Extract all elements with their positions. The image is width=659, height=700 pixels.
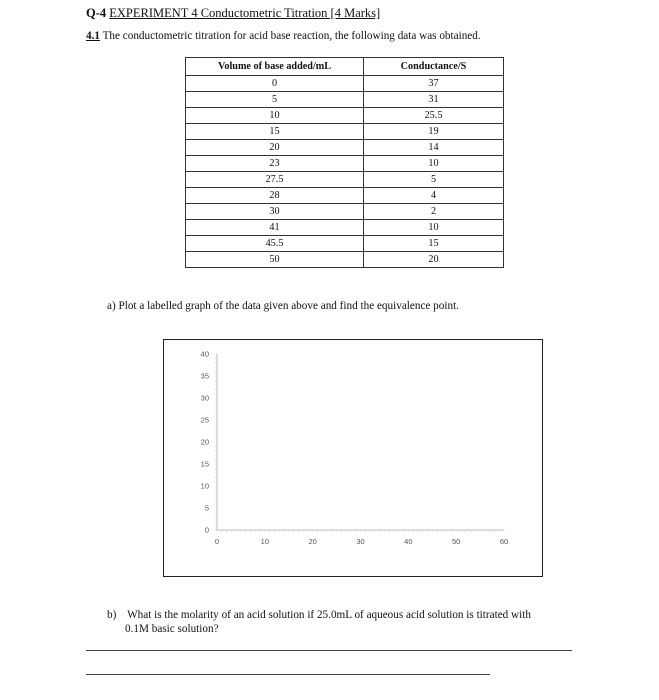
table-row (186, 76, 504, 92)
volume-cell: 30 (186, 204, 364, 220)
subquestion-number: 4.1 (86, 30, 100, 42)
part-a-question: a) Plot a labelled graph of the data given above and find the equivalence point. (107, 300, 459, 312)
volume-cell: 45.5 (186, 236, 364, 252)
conductance-cell: 10 (364, 156, 504, 172)
conductance-cell: 31 (364, 92, 504, 108)
table-header-row (186, 58, 504, 76)
table-row (186, 252, 504, 268)
volume-cell: 20 (186, 140, 364, 156)
volume-cell: 28 (186, 188, 364, 204)
intro-sentence: The conductometric titration for acid base reaction, the following data was obtained. (99, 30, 481, 42)
conductance-cell: 2 (364, 204, 504, 220)
conductance-cell: 10 (364, 220, 504, 236)
x-tick-label: 20 (308, 537, 317, 546)
y-tick-label: 5 (204, 503, 209, 513)
table-row (186, 236, 504, 252)
volume-cell: 23 (186, 156, 364, 172)
table-row (186, 204, 504, 220)
question-number: Q-4 (86, 6, 107, 20)
part-b-line2: 0.1M basic solution? (125, 623, 219, 635)
table-row (186, 172, 504, 188)
x-tick-label: 50 (451, 537, 461, 546)
table-row (186, 92, 504, 108)
conductance-cell: 14 (364, 140, 504, 156)
conductance-column-header: Conductance/S (364, 58, 504, 76)
conductance-cell: 37 (364, 76, 504, 92)
question-heading (86, 6, 380, 21)
part-b-question (107, 608, 531, 636)
x-tick-label: 40 (404, 537, 413, 546)
y-tick-label: 25 (200, 415, 209, 425)
x-tick-label: 10 (260, 537, 270, 546)
volume-cell: 0 (186, 76, 364, 92)
part-b-line1: What is the molarity of an acid solution if 25.0mL of aqueous acid solution is titrated with (127, 609, 531, 621)
conductance-cell: 19 (364, 124, 504, 140)
x-tick-label: 0 (214, 537, 220, 546)
table-row (186, 156, 504, 172)
y-tick-label: 40 (200, 349, 209, 359)
y-tick-label: 30 (200, 393, 209, 403)
volume-cell: 27.5 (186, 172, 364, 188)
table-row (186, 108, 504, 124)
volume-cell: 15 (186, 124, 364, 140)
empty-plot-axes (164, 340, 542, 576)
conductance-cell: 15 (364, 236, 504, 252)
graph-frame (163, 339, 543, 577)
answer-line[interactable] (86, 650, 572, 651)
table-row (186, 220, 504, 236)
intro-text (86, 30, 481, 42)
x-tick-label: 60 (499, 537, 509, 546)
table-row (186, 188, 504, 204)
x-tick-label: 30 (356, 537, 365, 546)
part-b-label: b) (107, 609, 117, 621)
volume-cell: 41 (186, 220, 364, 236)
volume-column-header: Volume of base added/mL (186, 58, 364, 76)
answer-line[interactable] (86, 674, 490, 675)
table-row (186, 140, 504, 156)
conductance-cell: 4 (364, 188, 504, 204)
conductance-cell: 5 (364, 172, 504, 188)
table-row (186, 124, 504, 140)
y-tick-label: 35 (200, 371, 209, 381)
y-tick-label: 20 (200, 437, 209, 447)
conductance-cell: 20 (364, 252, 504, 268)
volume-cell: 10 (186, 108, 364, 124)
volume-cell: 5 (186, 92, 364, 108)
y-tick-label: 10 (200, 481, 209, 491)
question-title: EXPERIMENT 4 Conductometric Titration [4 Marks] (109, 6, 381, 20)
conductance-cell: 25.5 (364, 108, 504, 124)
y-tick-label: 0 (204, 525, 209, 535)
titration-data-table (185, 57, 504, 268)
y-tick-label: 15 (200, 459, 209, 469)
volume-cell: 50 (186, 252, 364, 268)
